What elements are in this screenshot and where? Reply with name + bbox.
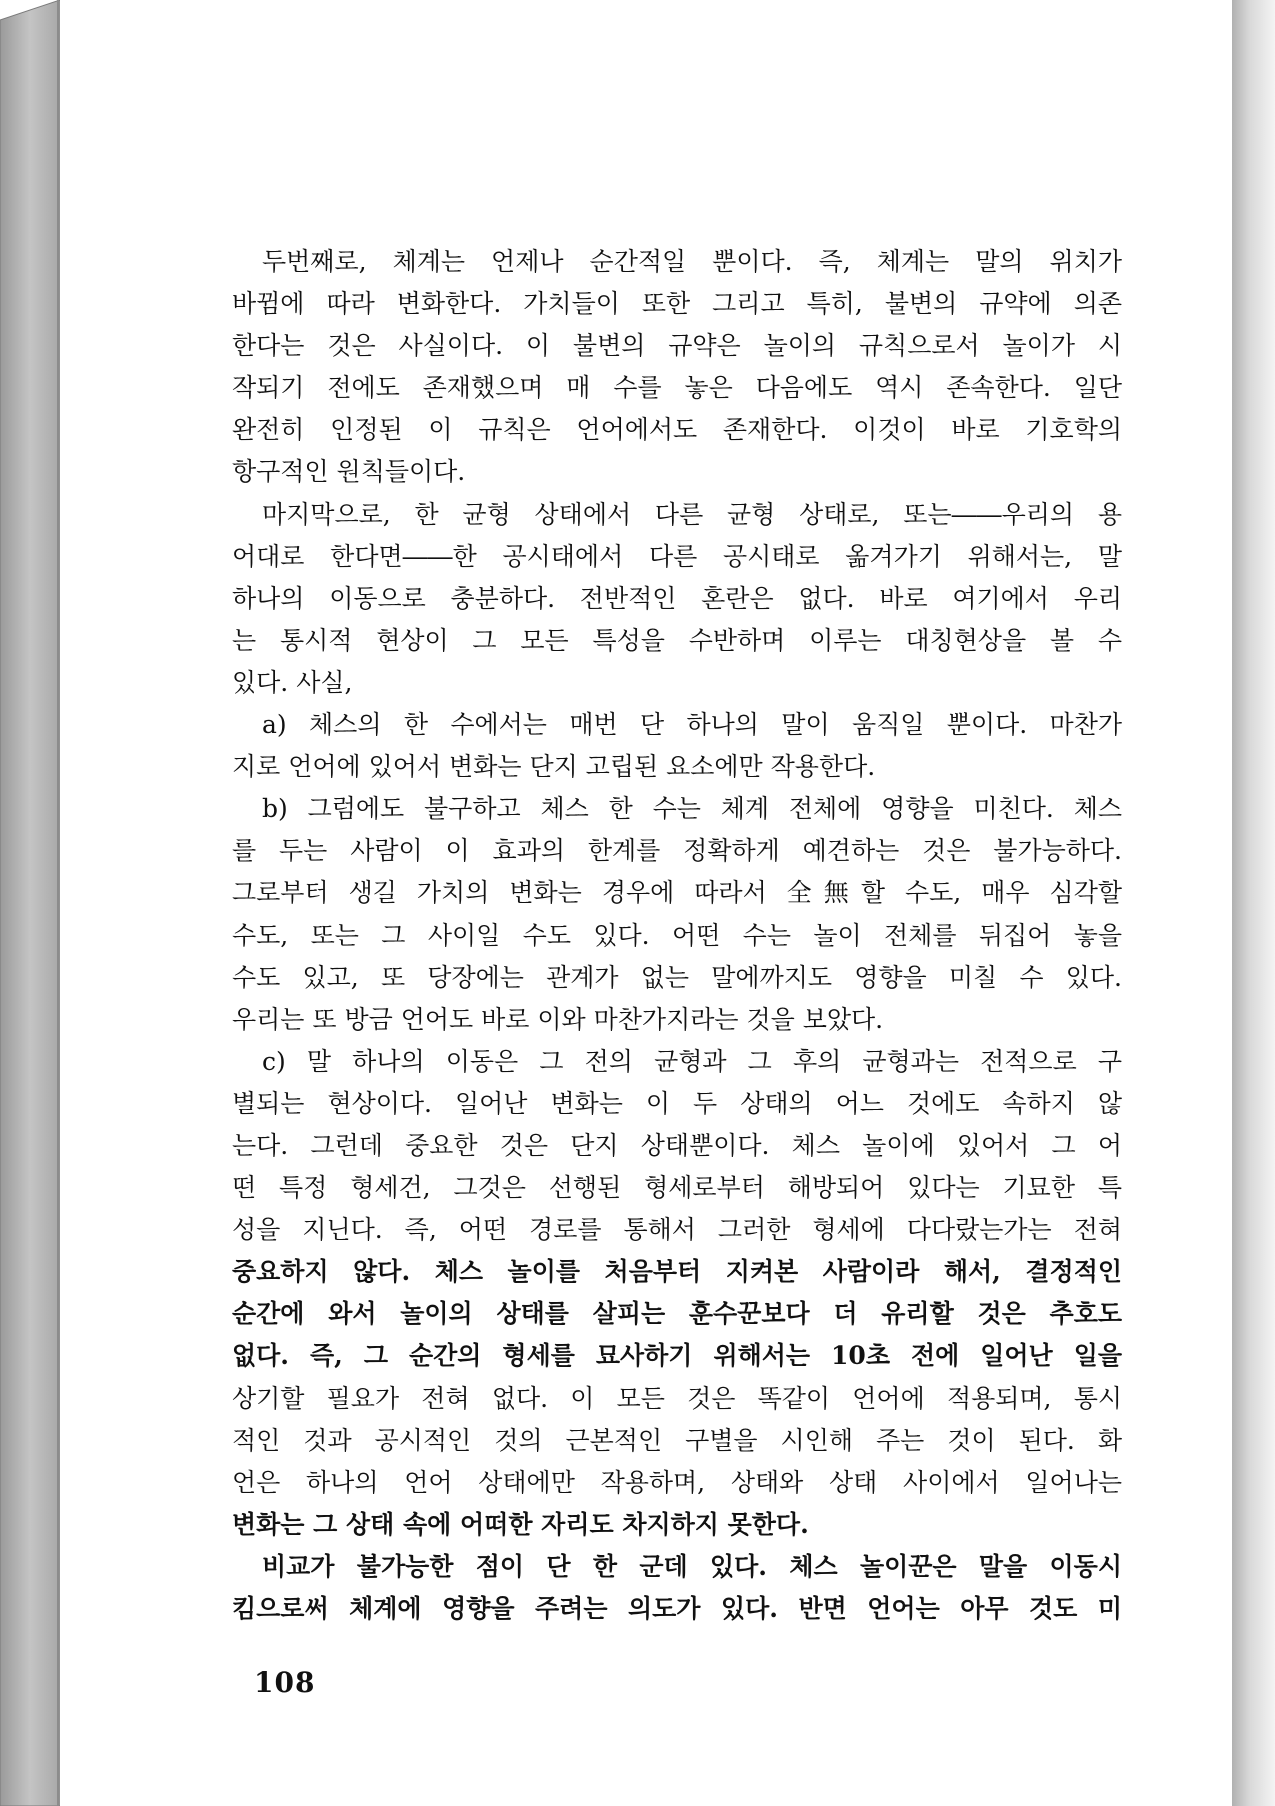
text-line: 성을 지닌다. 즉, 어떤 경로를 통해서 그러한 형세에 다다랐는가는 전혀 bbox=[232, 1215, 1122, 1245]
text-line: b) 그럼에도 불구하고 체스 한 수는 체계 전체에 영향을 미친다. 체스 bbox=[262, 794, 1122, 824]
text-line: 하나의 이동으로 충분하다. 전반적인 혼란은 없다. 바로 여기에서 우리 bbox=[232, 583, 1122, 613]
text-line: 있다. 사실, bbox=[232, 667, 353, 697]
text-line: 수도 있고, 또 당장에는 관계가 없는 말에까지도 영향을 미칠 수 있다. bbox=[232, 962, 1122, 992]
text-line: 없다. 즉, 그 순간의 형세를 묘사하기 위해서는 10초 전에 일어난 일을 bbox=[232, 1341, 1122, 1371]
text-line: 는다. 그런데 중요한 것은 단지 상태뿐이다. 체스 놀이에 있어서 그 어 bbox=[232, 1130, 1122, 1160]
text-line: 떤 특정 형세건, 그것은 선행된 형세로부터 해방되어 있다는 기묘한 특 bbox=[232, 1173, 1122, 1203]
text-line: 항구적인 원칙들이다. bbox=[232, 457, 466, 487]
text-line: 두번째로, 체계는 언제나 순간적일 뿐이다. 즉, 체계는 말의 위치가 bbox=[262, 247, 1122, 276]
text-line: 우리는 또 방금 언어도 바로 이와 마찬가지라는 것을 보았다. bbox=[232, 1004, 884, 1034]
text-line: 순간에 와서 놀이의 상태를 살피는 훈수꾼보다 더 유리할 것은 추호도 bbox=[232, 1299, 1122, 1329]
text-line: 를 두는 사람이 이 효과의 한계를 정확하게 예견하는 것은 불가능하다. bbox=[232, 836, 1122, 866]
text-line: 중요하지 않다. 체스 놀이를 처음부터 지켜본 사람이라 해서, 결정적인 bbox=[232, 1257, 1122, 1287]
text-line: 는 통시적 현상이 그 모든 특성을 수반하며 이루는 대칭현상을 볼 수 bbox=[232, 625, 1122, 655]
text-line: 마지막으로, 한 균형 상태에서 다른 균형 상태로, 또는――우리의 용 bbox=[262, 499, 1122, 529]
text-line: a) 체스의 한 수에서는 매번 단 하나의 말이 움직일 뿐이다. 마찬가 bbox=[262, 710, 1122, 740]
paragraph bbox=[232, 494, 1122, 704]
paragraph bbox=[232, 1546, 1122, 1630]
text-line: 지로 언어에 있어서 변화는 단지 고립된 요소에만 작용한다. bbox=[232, 752, 876, 782]
body-text bbox=[232, 241, 1122, 1630]
paragraph bbox=[232, 241, 1122, 494]
text-line: 언은 하나의 언어 상태에만 작용하며, 상태와 상태 사이에서 일어나는 bbox=[232, 1467, 1122, 1497]
paragraph bbox=[232, 788, 1122, 1041]
paragraph bbox=[232, 1041, 1122, 1546]
text-line: 킴으로써 체계에 영향을 주려는 의도가 있다. 반면 언어는 아무 것도 미 bbox=[232, 1594, 1122, 1623]
paragraph bbox=[232, 704, 1122, 788]
page-number: 108 bbox=[254, 1666, 316, 1699]
book-spine bbox=[0, 0, 60, 1806]
text-line: 완전히 인정된 이 규칙은 언어에서도 존재한다. 이것이 바로 기호학의 bbox=[232, 415, 1122, 445]
text-line: 바뀜에 따라 변화한다. 가치들이 또한 그리고 특히, 불변의 규약에 의존 bbox=[232, 289, 1122, 319]
text-line: 별되는 현상이다. 일어난 변화는 이 두 상태의 어느 것에도 속하지 않 bbox=[232, 1088, 1122, 1118]
text-line: 변화는 그 상태 속에 어떠한 자리도 차지하지 못한다. bbox=[232, 1509, 809, 1539]
text-line: 적인 것과 공시적인 것의 근본적인 구별을 시인해 주는 것이 된다. 화 bbox=[232, 1425, 1122, 1455]
text-line: 한다는 것은 사실이다. 이 불변의 규약은 놀이의 규칙으로서 놀이가 시 bbox=[232, 331, 1122, 361]
text-line: 수도, 또는 그 사이일 수도 있다. 어떤 수는 놀이 전체를 뒤집어 놓을 bbox=[232, 920, 1122, 950]
text-line: 그로부터 생길 가치의 변화는 경우에 따라서 全無할 수도, 매우 심각할 bbox=[232, 878, 1122, 908]
text-line: 작되기 전에도 존재했으며 매 수를 놓은 다음에도 역시 존속한다. 일단 bbox=[232, 373, 1122, 403]
text-line: 어대로 한다면――한 공시태에서 다른 공시태로 옮겨가기 위해서는, 말 bbox=[232, 541, 1122, 571]
text-line: 상기할 필요가 전혀 없다. 이 모든 것은 똑같이 언어에 적용되며, 통시 bbox=[232, 1383, 1122, 1413]
page-edge-shadow bbox=[1232, 0, 1275, 1806]
text-line: 비교가 불가능한 점이 단 한 군데 있다. 체스 놀이꾼은 말을 이동시 bbox=[262, 1551, 1122, 1581]
text-line: c) 말 하나의 이동은 그 전의 균형과 그 후의 균형과는 전적으로 구 bbox=[262, 1046, 1122, 1076]
